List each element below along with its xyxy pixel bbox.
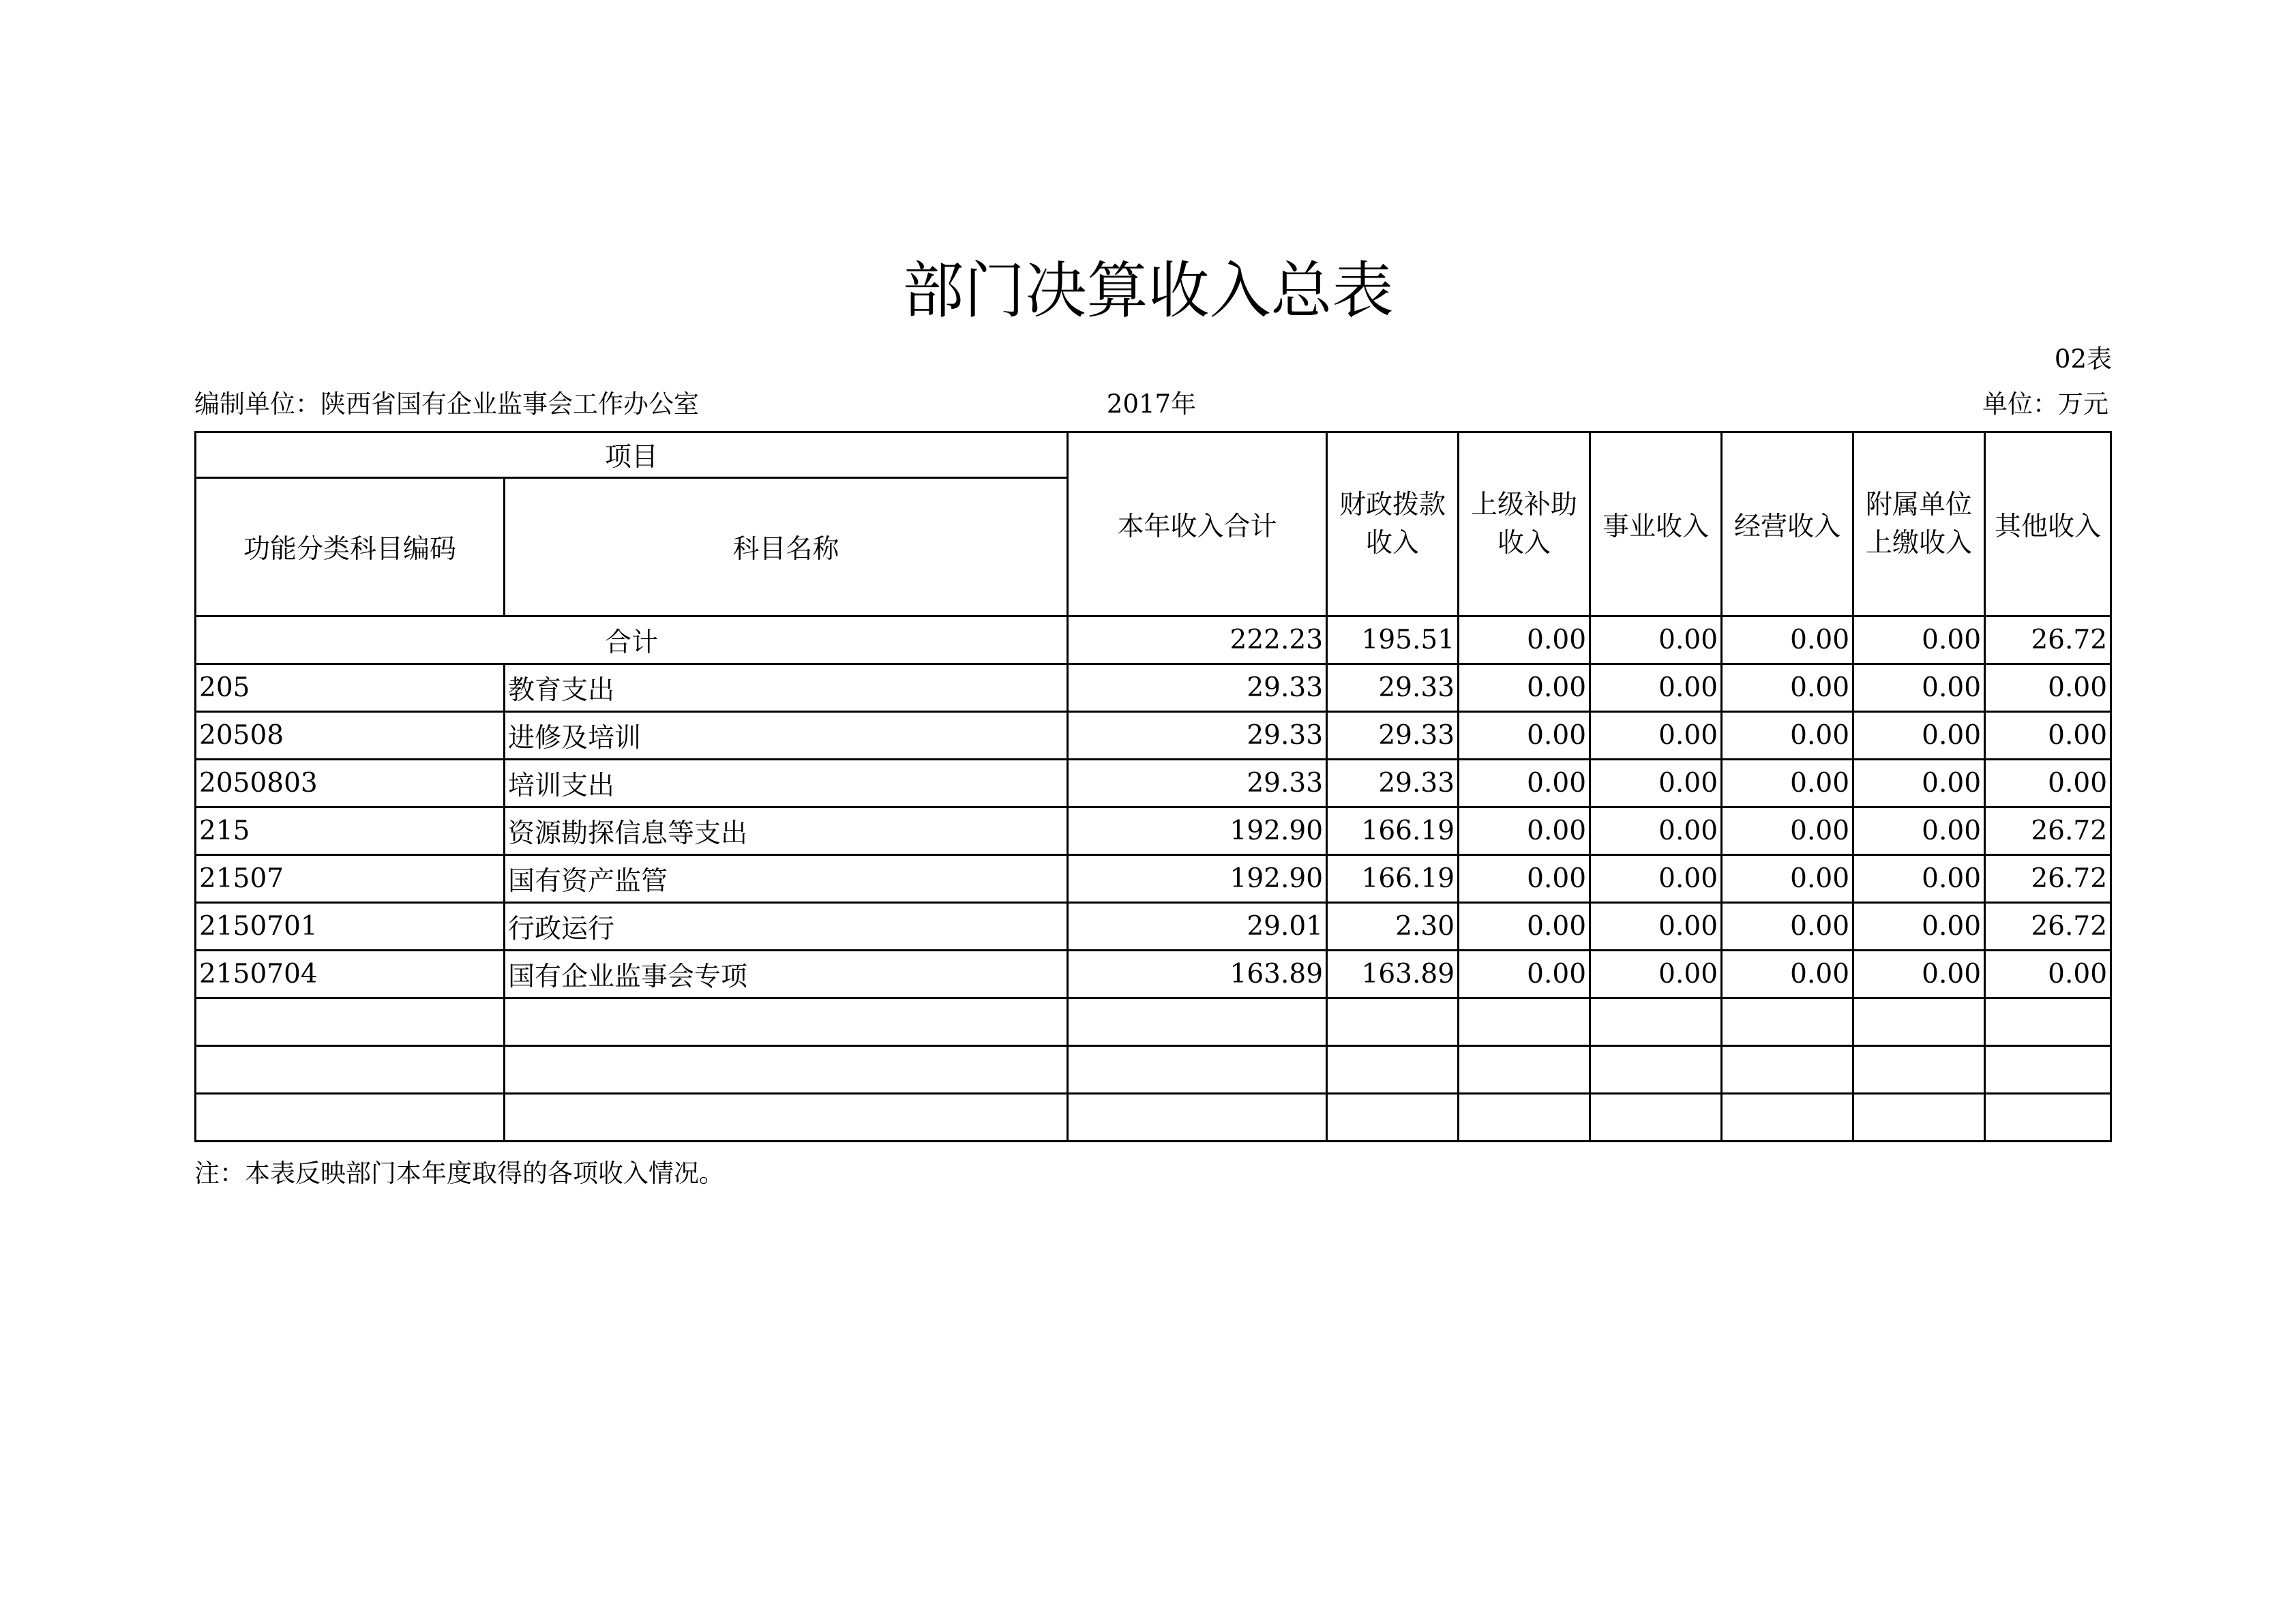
- row-value: 0.00: [1590, 951, 1722, 998]
- empty-row: [196, 1046, 2111, 1094]
- header-row-1: [196, 432, 2111, 478]
- row-value: 29.33: [1068, 760, 1327, 807]
- empty-row: [196, 1094, 2111, 1142]
- empty-cell: [1722, 1094, 1853, 1142]
- row-value: 0.00: [1459, 664, 1590, 712]
- row-value: 0.00: [1985, 951, 2111, 998]
- row-value: 29.33: [1327, 760, 1459, 807]
- meta-row: [194, 387, 2108, 421]
- row-value: 163.89: [1068, 951, 1327, 998]
- empty-cell: [1590, 1094, 1722, 1142]
- row-value: 26.72: [1985, 807, 2111, 855]
- header-affiliate: [1853, 432, 1985, 616]
- table-row: [196, 903, 2111, 951]
- table-row: [196, 664, 2111, 712]
- row-value: 0.00: [1459, 855, 1590, 903]
- row-value: 0.00: [1722, 664, 1853, 712]
- row-value: 0.00: [1722, 760, 1853, 807]
- currency-unit: 单位：万元: [1982, 389, 2108, 419]
- empty-cell: [196, 1046, 505, 1094]
- table-row: [196, 855, 2111, 903]
- empty-cell: [1853, 998, 1985, 1046]
- sum-row: [196, 616, 2111, 664]
- sum-value: 26.72: [1985, 616, 2111, 664]
- empty-cell: [1068, 998, 1327, 1046]
- row-value: 0.00: [1853, 951, 1985, 998]
- row-value: 192.90: [1068, 855, 1327, 903]
- table-row: [196, 712, 2111, 760]
- empty-cell: [505, 998, 1068, 1046]
- row-code: 20508: [196, 712, 505, 760]
- row-code: 2050803: [196, 760, 505, 807]
- empty-cell: [1985, 1094, 2111, 1142]
- row-value: 0.00: [1985, 664, 2111, 712]
- footnote: 注：本表反映部门本年度取得的各项收入情况。: [194, 1159, 724, 1188]
- header-upper-line1: 上级补助: [1471, 489, 1578, 520]
- row-value: 29.33: [1068, 712, 1327, 760]
- header-business: 事业收入: [1590, 432, 1722, 616]
- row-value: 0.00: [1722, 712, 1853, 760]
- row-code: 2150701: [196, 903, 505, 951]
- row-value: 0.00: [1590, 664, 1722, 712]
- table-row: [196, 760, 2111, 807]
- header-operating: 经营收入: [1722, 432, 1853, 616]
- header-total: 本年收入合计: [1068, 432, 1327, 616]
- row-value: 0.00: [1853, 903, 1985, 951]
- header-upper-line2: 收入: [1497, 527, 1551, 559]
- empty-cell: [1853, 1094, 1985, 1142]
- header-fiscal-line1: 财政拨款: [1339, 489, 1446, 520]
- row-name: 培训支出: [505, 760, 1068, 807]
- empty-cell: [1590, 998, 1722, 1046]
- row-code: 2150704: [196, 951, 505, 998]
- header-fiscal: [1327, 432, 1459, 616]
- row-value: 163.89: [1327, 951, 1459, 998]
- row-value: 26.72: [1985, 903, 2111, 951]
- header-project: 项目: [196, 432, 1068, 478]
- header-code: 功能分类科目编码: [196, 478, 505, 616]
- row-value: 0.00: [1722, 807, 1853, 855]
- compiling-unit: 编制单位：陕西省国有企业监事会工作办公室: [194, 389, 699, 419]
- row-code: 21507: [196, 855, 505, 903]
- empty-cell: [1459, 998, 1590, 1046]
- row-name: 进修及培训: [505, 712, 1068, 760]
- empty-cell: [1985, 1046, 2111, 1094]
- header-affiliate-line2: 上缴收入: [1866, 527, 1973, 559]
- sum-value: 0.00: [1853, 616, 1985, 664]
- row-value: 0.00: [1722, 951, 1853, 998]
- table-number: 02表: [2054, 344, 2112, 374]
- empty-cell: [1459, 1094, 1590, 1142]
- income-summary-table: [194, 431, 2112, 1142]
- page-title: 部门决算收入总表: [902, 255, 1394, 327]
- table-row: [196, 951, 2111, 998]
- row-value: 0.00: [1459, 760, 1590, 807]
- empty-cell: [196, 998, 505, 1046]
- header-upper: [1459, 432, 1590, 616]
- row-value: 29.01: [1068, 903, 1327, 951]
- row-value: 0.00: [1853, 712, 1985, 760]
- row-value: 0.00: [1985, 712, 2111, 760]
- row-code: 215: [196, 807, 505, 855]
- row-value: 0.00: [1459, 903, 1590, 951]
- sum-value: 0.00: [1722, 616, 1853, 664]
- empty-cell: [1459, 1046, 1590, 1094]
- row-value: 0.00: [1722, 903, 1853, 951]
- empty-cell: [505, 1046, 1068, 1094]
- row-value: 0.00: [1590, 855, 1722, 903]
- empty-cell: [1068, 1046, 1327, 1094]
- row-value: 166.19: [1327, 855, 1459, 903]
- row-value: 192.90: [1068, 807, 1327, 855]
- empty-cell: [1068, 1094, 1327, 1142]
- row-value: 26.72: [1985, 855, 2111, 903]
- empty-row: [196, 998, 2111, 1046]
- row-value: 0.00: [1459, 712, 1590, 760]
- row-value: 0.00: [1590, 712, 1722, 760]
- row-value: 166.19: [1327, 807, 1459, 855]
- row-value: 0.00: [1590, 760, 1722, 807]
- row-value: 0.00: [1590, 807, 1722, 855]
- row-name: 国有资产监管: [505, 855, 1068, 903]
- empty-cell: [505, 1094, 1068, 1142]
- empty-cell: [196, 1094, 505, 1142]
- row-value: 0.00: [1459, 807, 1590, 855]
- empty-cell: [1327, 1094, 1459, 1142]
- header-name: 科目名称: [505, 478, 1068, 616]
- sum-value: 195.51: [1327, 616, 1459, 664]
- row-value: 0.00: [1853, 664, 1985, 712]
- table-row: [196, 807, 2111, 855]
- row-name: 教育支出: [505, 664, 1068, 712]
- row-value: 29.33: [1327, 712, 1459, 760]
- report-year: 2017年: [1106, 389, 1197, 419]
- sum-label: 合计: [196, 616, 1068, 664]
- row-value: 29.33: [1327, 664, 1459, 712]
- row-value: 0.00: [1459, 951, 1590, 998]
- header-other: 其他收入: [1985, 432, 2111, 616]
- empty-cell: [1327, 998, 1459, 1046]
- row-value: 29.33: [1068, 664, 1327, 712]
- row-value: 2.30: [1327, 903, 1459, 951]
- empty-cell: [1722, 998, 1853, 1046]
- empty-cell: [1327, 1046, 1459, 1094]
- row-name: 国有企业监事会专项: [505, 951, 1068, 998]
- sum-value: 0.00: [1590, 616, 1722, 664]
- row-value: 0.00: [1985, 760, 2111, 807]
- row-name: 行政运行: [505, 903, 1068, 951]
- row-value: 0.00: [1853, 807, 1985, 855]
- empty-cell: [1853, 1046, 1985, 1094]
- sum-value: 0.00: [1459, 616, 1590, 664]
- row-value: 0.00: [1590, 903, 1722, 951]
- sum-value: 222.23: [1068, 616, 1327, 664]
- empty-cell: [1590, 1046, 1722, 1094]
- row-code: 205: [196, 664, 505, 712]
- header-affiliate-line1: 附属单位: [1866, 489, 1973, 520]
- header-fiscal-line2: 收入: [1366, 527, 1420, 559]
- row-name: 资源勘探信息等支出: [505, 807, 1068, 855]
- empty-cell: [1985, 998, 2111, 1046]
- row-value: 0.00: [1853, 855, 1985, 903]
- row-value: 0.00: [1722, 855, 1853, 903]
- row-value: 0.00: [1853, 760, 1985, 807]
- empty-cell: [1722, 1046, 1853, 1094]
